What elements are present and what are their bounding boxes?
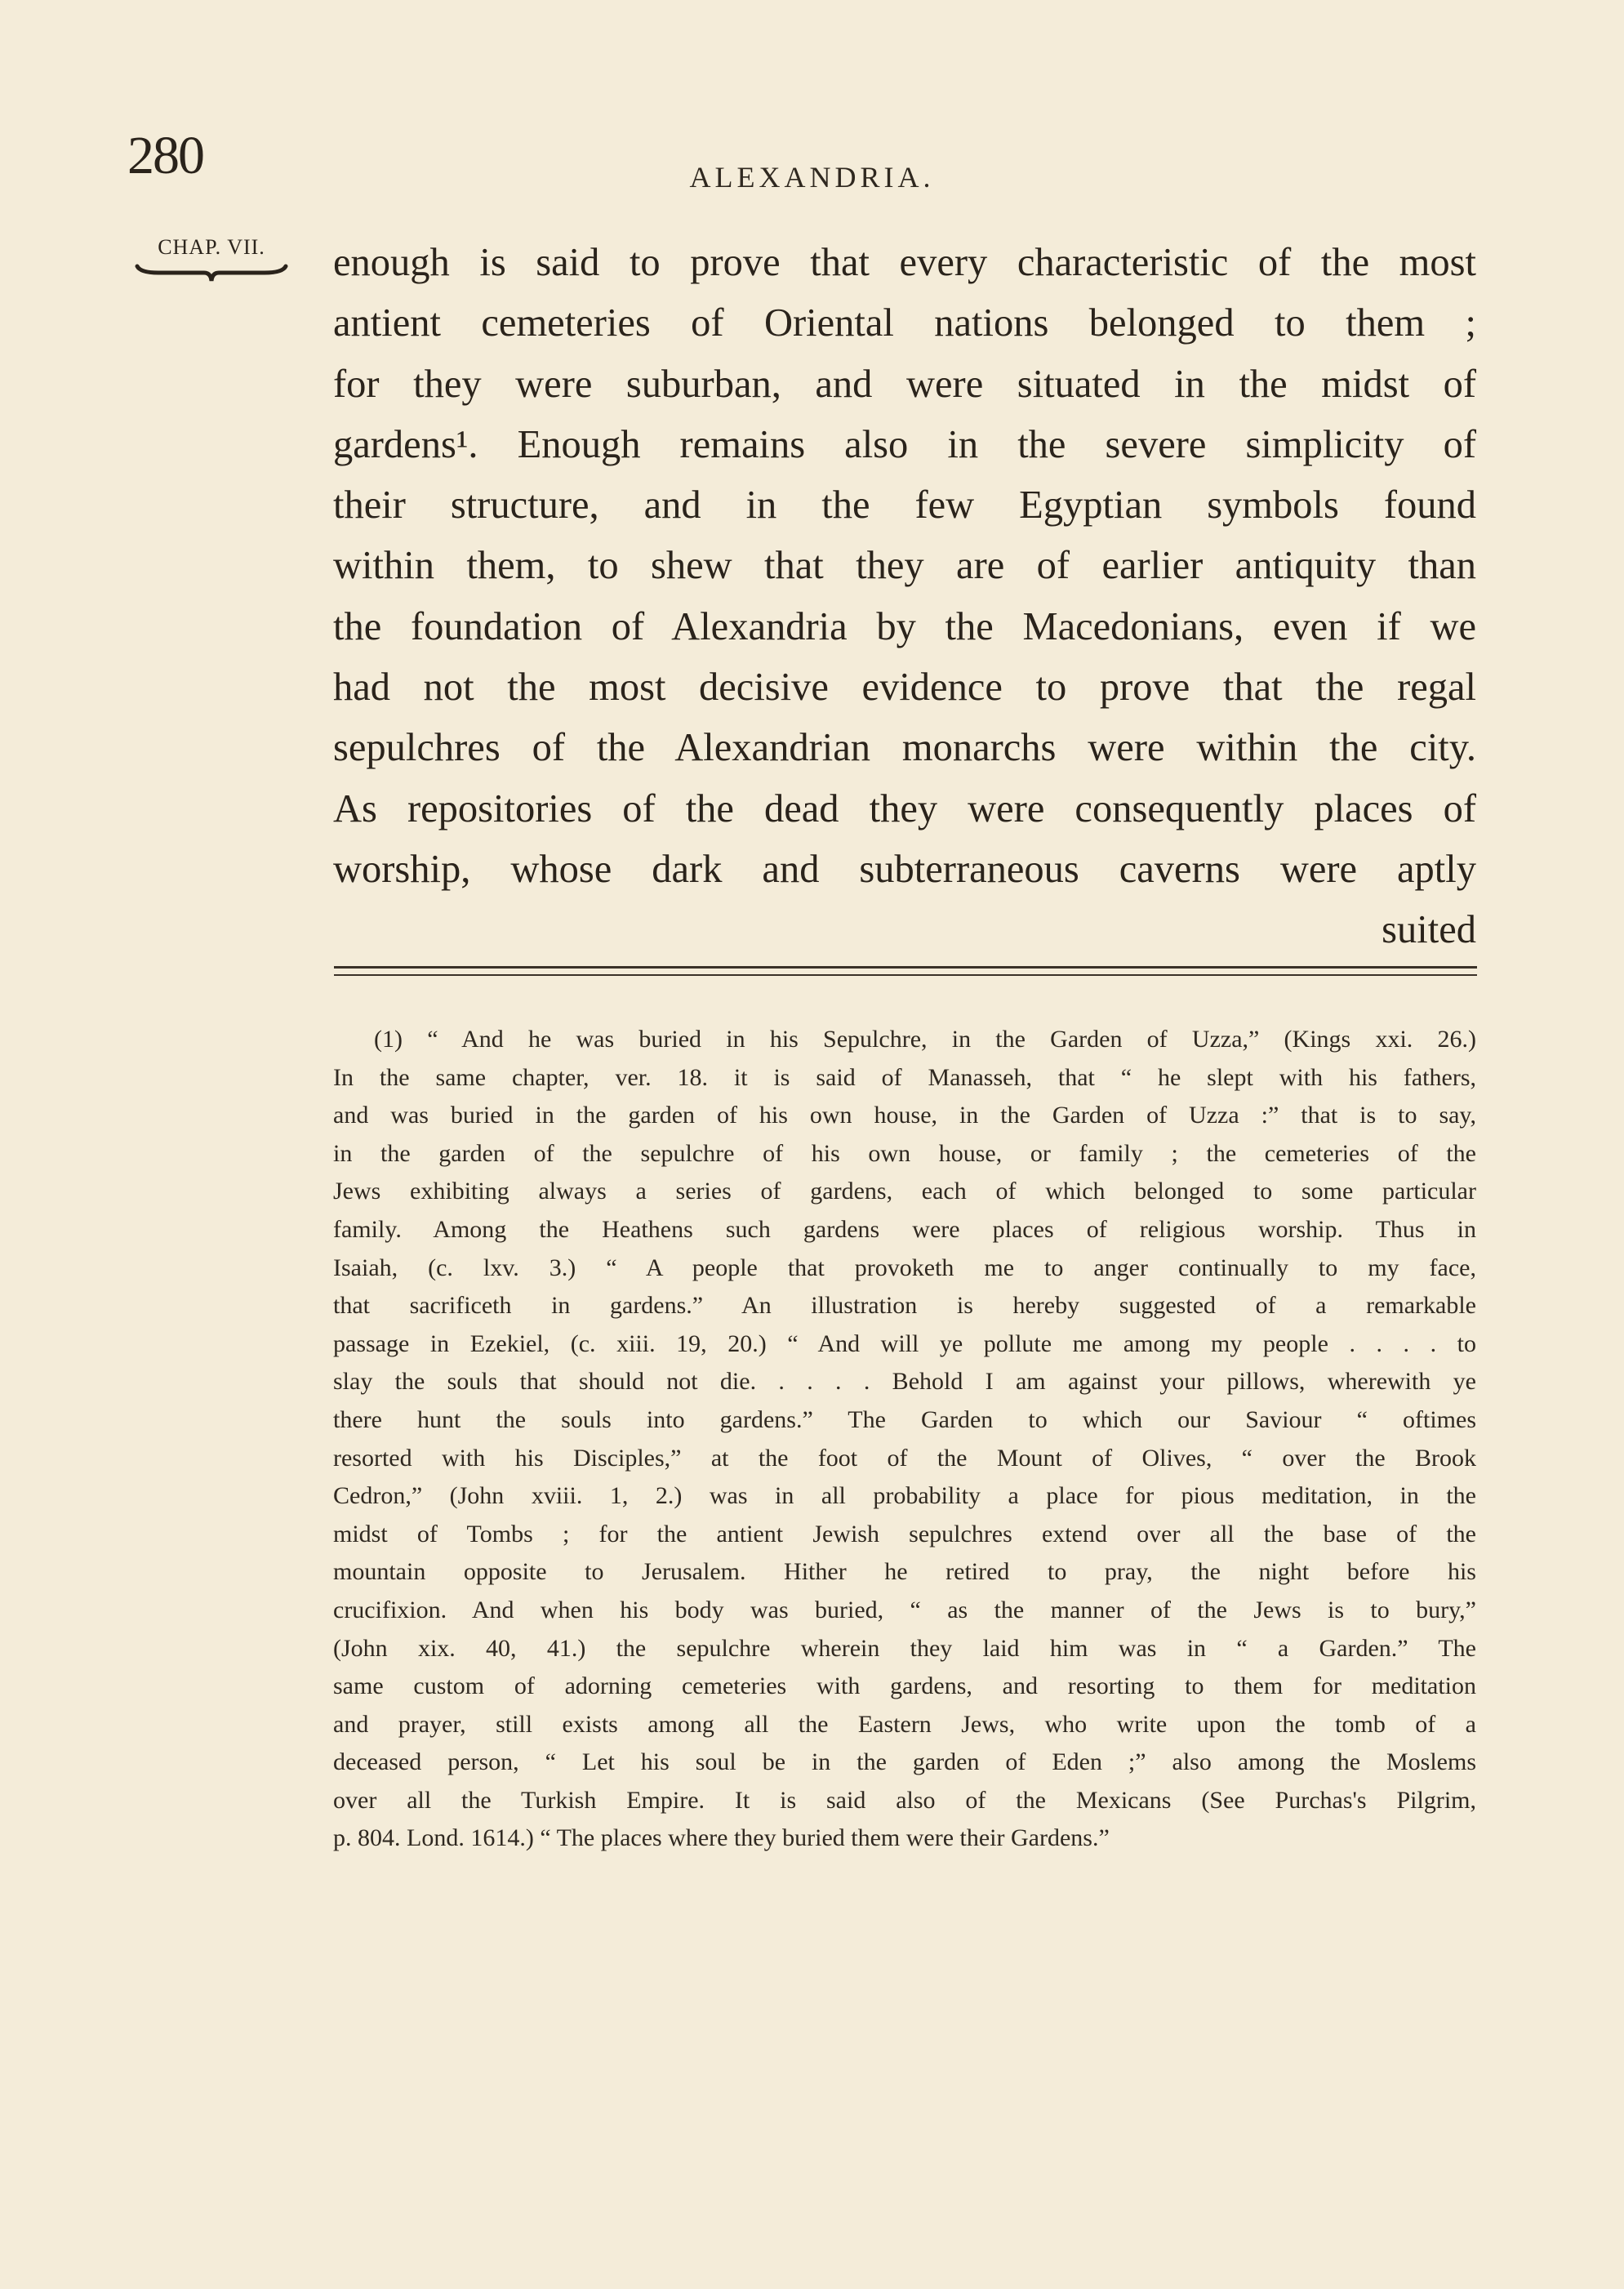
running-title: ALEXANDRIA. <box>689 161 935 194</box>
footnote-line: midst of Tombs ; for the antient Jewish sepulchres extend over all the base of the <box>333 1520 1476 1548</box>
footnote <box>333 1021 1476 1858</box>
footnote-line: Jews exhibiting always a series of gardens, each of which belonged to some particular <box>333 1178 1476 1205</box>
text-line: gardens¹. Enough remains also in the severe simplicity of <box>333 422 1476 466</box>
footnote-line: slay the souls that should not die. . . . . Behold I am against your pillows, wherewith ye <box>333 1368 1476 1396</box>
footnote-line: Cedron,” (John xviii. 1, 2.) was in all probability a place for pious meditation, in the <box>333 1482 1476 1510</box>
text-line: within them, to shew that they are of earlier antiquity than <box>333 544 1476 588</box>
text-line: As repositories of the dead they were consequently places of <box>333 786 1476 831</box>
brace-ornament-icon <box>134 263 289 284</box>
footnote-line: over all the Turkish Empire. It is said also of the Mexicans (See Purchas's Pilgrim, <box>333 1786 1476 1814</box>
text-line: enough is said to prove that every characteristic of the most <box>333 241 1476 284</box>
footnote-line: crucifixion. And when his body was buried, “ as the manner of the Jews is to bury,” <box>333 1596 1476 1623</box>
footnote-line: and prayer, still exists among all the Eastern Jews, who write upon the tomb of a <box>333 1710 1476 1738</box>
text-line: for they were suburban, and were situated in the midst of <box>333 362 1476 406</box>
footnote-line: same custom of adorning cemeteries with gardens, and resorting to them for meditation <box>333 1672 1476 1700</box>
footnote-line: that sacrificeth in gardens.” An illustration is hereby suggested of a remarkable <box>333 1292 1476 1320</box>
chapter-marginal-note <box>134 235 289 284</box>
footnote-line: and was buried in the garden of his own house, in the Garden of Uzza :” that is to say, <box>333 1102 1476 1129</box>
footnote-line: family. Among the Heathens such gardens were places of religious worship. Thus in <box>333 1215 1476 1243</box>
chapter-label: CHAP. VII. <box>158 235 265 259</box>
footnote-line: (1) “ And he was buried in his Sepulchre, in the Garden of Uzza,” (Kings xxi. 26.) <box>374 1026 1476 1053</box>
catchword: suited <box>1382 908 1476 952</box>
footnote-line: (John xix. 40, 41.) the sepulchre wherein they laid him was in “ a Garden.” The <box>333 1634 1476 1662</box>
footnote-line: p. 804. Lond. 1614.) “ The places where they buried them were their Gardens.” <box>333 1824 1110 1852</box>
text-line: had not the most decisive evidence to prove that the regal <box>333 666 1476 710</box>
footnote-line: resorted with his Disciples,” at the foot of the Mount of Olives, “ over the Brook <box>333 1444 1476 1472</box>
footnote-divider <box>334 966 1477 969</box>
page-number: 280 <box>127 126 203 185</box>
footnote-line: passage in Ezekiel, (c. xiii. 19, 20.) “ And will ye pollute me among my people . . . . to <box>333 1329 1476 1357</box>
text-line: antient cemeteries of Oriental nations belonged to them ; <box>333 301 1476 345</box>
footnote-line: In the same chapter, ver. 18. it is said of Manasseh, that “ he slept with his fathers, <box>333 1063 1476 1091</box>
text-line: their structure, and in the few Egyptian symbols found <box>333 483 1476 528</box>
text-line: sepulchres of the Alexandrian monarchs were within the city. <box>333 726 1476 770</box>
text-line: worship, whose dark and subterraneous caverns were aptly <box>333 847 1476 891</box>
text-line: the foundation of Alexandria by the Macedonians, even if we <box>333 604 1476 648</box>
footnote-line: in the garden of the sepulchre of his own house, or family ; the cemeteries of the <box>333 1139 1476 1167</box>
main-text <box>333 233 1476 961</box>
footnote-line: deceased person, “ Let his soul be in the garden of Eden ;” also among the Moslems <box>333 1748 1476 1776</box>
footnote-line: there hunt the souls into gardens.” The Garden to which our Saviour “ oftimes <box>333 1405 1476 1433</box>
footnote-line: mountain opposite to Jerusalem. Hither he retired to pray, the night before his <box>333 1558 1476 1586</box>
footnote-divider-secondary <box>334 974 1477 976</box>
footnote-line: Isaiah, (c. lxv. 3.) “ A people that provoketh me to anger continually to my face, <box>333 1254 1476 1281</box>
